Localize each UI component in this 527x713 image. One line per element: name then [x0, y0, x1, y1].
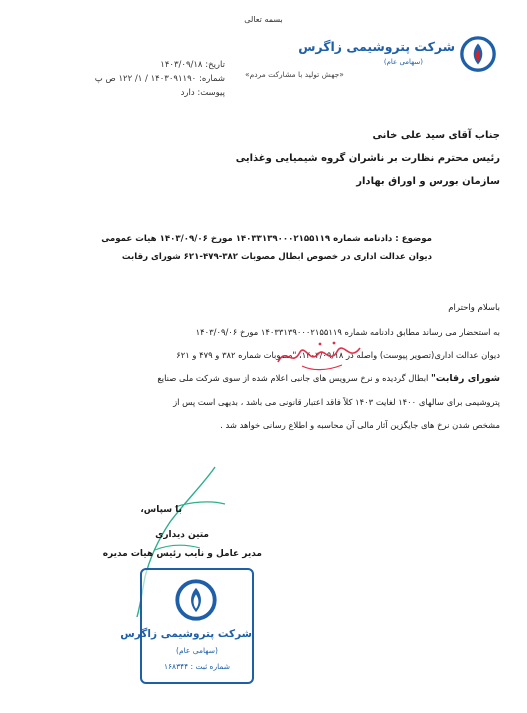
letter-date: تاریخ: ۱۴۰۳/۰۹/۱۸ — [160, 60, 225, 70]
closing: با سپاس، — [140, 505, 182, 515]
stamp-logo-icon — [174, 578, 218, 622]
addressee-organization: سازمان بورس و اوراق بهادار — [356, 176, 500, 187]
body-line-4: پتروشیمی برای سالهای ۱۴۰۰ لغایت ۱۴۰۳ کلاً فاقد اعتبار قانونی می باشد ، بدیهی است پس از — [173, 396, 500, 407]
body-line-2: دیوان عدالت اداری(تصویر پیوست) واصله در ۱۴۰۳/۰۹/۱۸، "مصوبات شماره ۳۸۲ و ۴۷۹ و ۶۲۱ — [176, 350, 500, 361]
subject-line-1: موضوع : دادنامه شماره ۱۴۰۳۳۱۳۹۰۰۰۲۱۵۵۱۱۹ مورخ ۱۴۰۳/۰۹/۰۶ هیات عمومی — [101, 234, 432, 244]
company-logo-icon — [459, 35, 497, 73]
subject-line-2: دیوان عدالت اداری در خصوص ابطال مصوبات ۳۸۲-۴۷۹-۶۲۱ شورای رقابت — [121, 252, 432, 262]
stamp-company-name: شرکت پتروشیمی زاگرس — [120, 628, 252, 640]
body-line-3 — [25, 367, 500, 390]
body-line-3-rest: ابطال گردیده و نرخ سرویس های جانبی اعلام شده از سوی شرکت ملی صنایع — [157, 373, 432, 384]
company-type: (سهامی عام) — [383, 58, 423, 66]
letter-body — [25, 321, 500, 437]
signer-title: مدیر عامل و نایب رئیس هیات مدیره — [102, 549, 262, 559]
basmala: بسمه تعالی — [244, 15, 283, 24]
greeting: باسلام واحترام — [448, 303, 500, 313]
addressee-name: جناب آقای سید علی خانی — [372, 130, 500, 141]
stamp-company-type: (سهامی عام) — [176, 646, 218, 655]
company-stamp — [120, 568, 254, 684]
company-name: شرکت پتروشیمی زاگرس — [298, 39, 455, 54]
letter-meta — [55, 58, 225, 100]
slogan: «جهش تولید با مشارکت مردم» — [245, 70, 344, 79]
addressee-position: رئیس محترم نظارت بر ناشران گروه شیمیایی وغذایی — [235, 153, 500, 164]
addressee — [236, 124, 500, 193]
stamp-registration: شماره ثبت : ۱۶۸۳۴۴ — [163, 662, 231, 671]
subject — [101, 230, 432, 266]
body-line-1: به استحضار می رساند مطابق دادنامه شماره ۱۴۰۳۳۱۳۹۰۰۰۲۱۵۵۱۱۹ مورخ ۱۴۰۳/۰۹/۰۶ — [195, 327, 500, 337]
company-logo — [298, 35, 497, 75]
letter-attachment: پیوست: دارد — [180, 88, 225, 98]
body-line-3-bold: شورای رقابت" — [431, 373, 500, 385]
letter-number: شماره: ۱۴۰۳۰۹۱۱۹۰ / ۱/ ۱۲۲ ص پ — [94, 74, 225, 84]
red-handwritten-note — [272, 338, 367, 374]
signer-name: متین دیداری — [155, 530, 209, 540]
body-line-5: مشخص شدن نرخ های جایگزین آثار مالی آن محاسبه و اطلاع رسانی خواهد شد . — [220, 419, 500, 430]
